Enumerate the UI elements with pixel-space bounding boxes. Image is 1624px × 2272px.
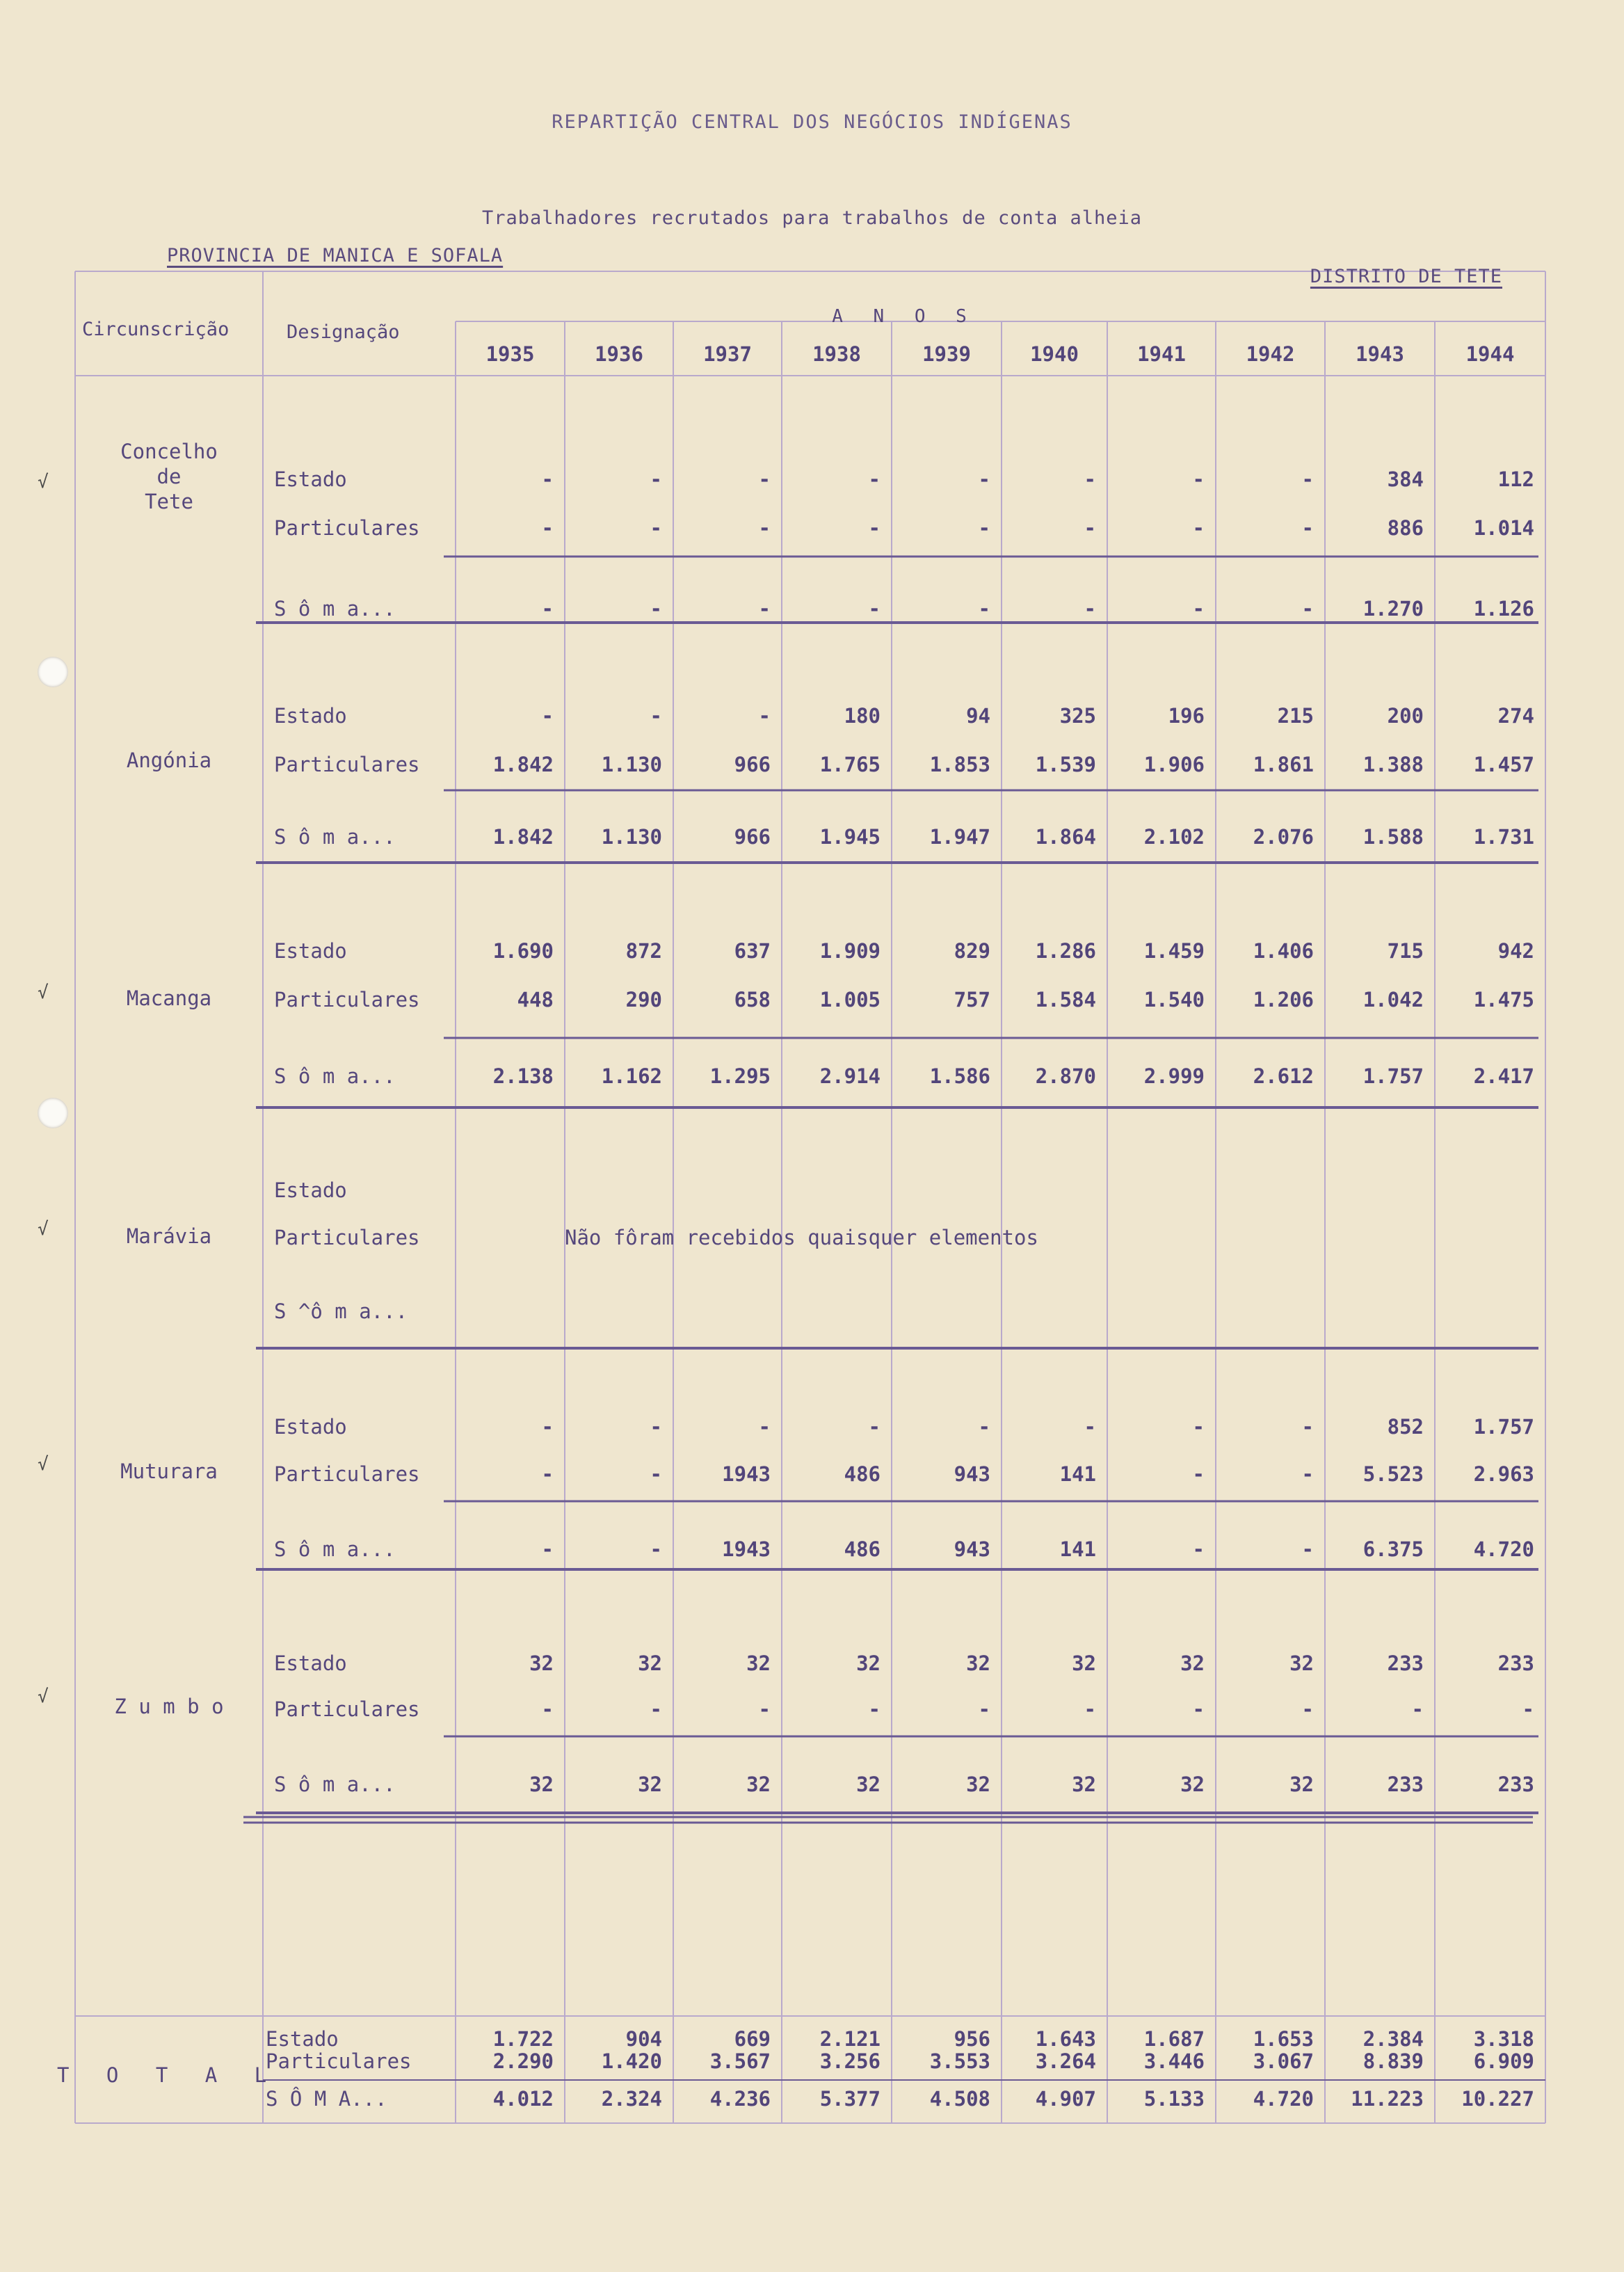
no-data-note: Não fôram recebidos quaisquer elementos — [565, 1226, 1038, 1249]
cell-particulares-1936: - — [650, 1697, 662, 1721]
district-heading: DISTRITO DE TETE — [1310, 266, 1502, 287]
years-group-label: A N O S — [832, 306, 976, 327]
year-header-1939: 1939 — [922, 342, 971, 366]
row-label-estado: Estado — [274, 939, 347, 963]
cell-estado-1943: 233 — [1387, 1651, 1424, 1675]
cell-particulares-1938: 1.765 — [819, 753, 881, 776]
total-estado-1940: 1.643 — [1035, 2027, 1096, 2051]
margin-check-mark: √ — [38, 1219, 49, 1240]
cell-estado-1935: 1.690 — [492, 939, 554, 963]
margin-check-mark: √ — [38, 1454, 49, 1475]
cell-particulares-1941: 1.540 — [1143, 988, 1205, 1011]
cell-particulares-1938: - — [868, 516, 881, 540]
cell-estado-1936: - — [650, 467, 662, 491]
year-header-1942: 1942 — [1246, 342, 1295, 366]
cell-estado-1941: 196 — [1168, 704, 1205, 728]
cell-particulares-1938: - — [868, 1697, 881, 1721]
cell-particulares-1942: - — [1301, 1697, 1314, 1721]
cell-estado-1939: - — [978, 467, 990, 491]
row-label-soma: S ^ô m a... — [274, 1299, 408, 1323]
cell-estado-1937: - — [758, 467, 771, 491]
cell-estado-1939: 829 — [954, 939, 990, 963]
cell-soma-1935: - — [541, 1537, 554, 1561]
row-label-soma: S ô m a... — [274, 825, 396, 849]
cell-estado-1944: 942 — [1497, 939, 1534, 963]
cell-estado-1938: 180 — [844, 704, 881, 728]
row-label-estado: Estado — [274, 467, 347, 491]
cell-particulares-1936: 1.130 — [601, 753, 662, 776]
cell-particulares-1937: 966 — [734, 753, 771, 776]
cell-soma-1936: 32 — [638, 1773, 662, 1796]
cell-soma-1939: 1.947 — [929, 825, 990, 849]
total-label: T O T A L — [57, 2063, 280, 2087]
row-label-particulares: Particulares — [274, 1697, 420, 1721]
cell-particulares-1940: - — [1084, 516, 1096, 540]
cell-estado-1944: 112 — [1497, 467, 1534, 491]
cell-particulares-1944: - — [1522, 1697, 1534, 1721]
circunscricao-name: Macanga — [126, 986, 212, 1010]
cell-particulares-1942: 1.861 — [1253, 753, 1314, 776]
total-soma-1937: 4.236 — [709, 2087, 771, 2111]
total-soma-1944: 10.227 — [1461, 2087, 1534, 2111]
cell-estado-1937: 32 — [746, 1651, 771, 1675]
cell-particulares-1940: 1.539 — [1035, 753, 1096, 776]
cell-particulares-1943: 5.523 — [1362, 1462, 1424, 1486]
row-label-particulares: Particulares — [274, 516, 420, 540]
cell-particulares-1939: 943 — [954, 1462, 990, 1486]
cell-estado-1940: 32 — [1072, 1651, 1096, 1675]
cell-estado-1943: 384 — [1387, 467, 1424, 491]
year-header-1938: 1938 — [812, 342, 861, 366]
total-particulares-1936: 1.420 — [601, 2049, 662, 2073]
cell-soma-1942: 2.612 — [1253, 1064, 1314, 1088]
total-soma-1940: 4.907 — [1035, 2087, 1096, 2111]
column-header-designacao: Designação — [287, 321, 400, 343]
cell-soma-1938: - — [868, 597, 881, 621]
cell-soma-1943: 1.588 — [1362, 825, 1424, 849]
cell-soma-1935: 2.138 — [492, 1064, 554, 1088]
cell-particulares-1941: - — [1192, 1462, 1205, 1486]
row-label-particulares: Particulares — [274, 1462, 420, 1486]
total-estado-1937: 669 — [734, 2027, 771, 2051]
cell-soma-1943: 1.270 — [1362, 597, 1424, 621]
total-soma-1935: 4.012 — [492, 2087, 554, 2111]
total-particulares-1937: 3.567 — [709, 2049, 771, 2073]
cell-soma-1944: 2.417 — [1473, 1064, 1534, 1088]
cell-estado-1943: 200 — [1387, 704, 1424, 728]
total-estado-1936: 904 — [625, 2027, 662, 2051]
circunscricao-name: Muturara — [120, 1459, 218, 1483]
report-subtitle: Trabalhadores recrutados para trabalhos de conta alheia — [481, 207, 1143, 229]
total-particulares-1939: 3.553 — [929, 2049, 990, 2073]
cell-estado-1940: 1.286 — [1035, 939, 1096, 963]
total-estado-1943: 2.384 — [1362, 2027, 1424, 2051]
circunscricao-name: Z u m b o — [114, 1695, 224, 1718]
cell-soma-1938: 32 — [856, 1773, 881, 1796]
cell-estado-1943: 715 — [1387, 939, 1424, 963]
cell-particulares-1937: - — [758, 516, 771, 540]
circunscricao-name: Concelho — [120, 440, 218, 463]
cell-estado-1944: 274 — [1497, 704, 1534, 728]
cell-estado-1936: 872 — [625, 939, 662, 963]
column-header-circunscricao: Circunscrição — [82, 319, 230, 340]
cell-soma-1942: 2.076 — [1253, 825, 1314, 849]
margin-check-mark: √ — [38, 472, 49, 493]
row-label-soma: S ô m a... — [274, 1064, 396, 1088]
cell-particulares-1942: 1.206 — [1253, 988, 1314, 1011]
row-label-estado: Estado — [274, 1651, 347, 1675]
total-estado-1935: 1.722 — [492, 2027, 554, 2051]
total-soma-1938: 5.377 — [819, 2087, 881, 2111]
cell-particulares-1937: 658 — [734, 988, 771, 1011]
year-header-1941: 1941 — [1137, 342, 1186, 366]
row-label-estado: Estado — [266, 2027, 339, 2051]
cell-soma-1943: 1.757 — [1362, 1064, 1424, 1088]
row-label-particulares: Particulares — [266, 2049, 412, 2073]
year-header-1937: 1937 — [703, 342, 752, 366]
cell-estado-1939: 94 — [966, 704, 990, 728]
total-estado-1939: 956 — [954, 2027, 990, 2051]
year-header-1936: 1936 — [595, 342, 643, 366]
cell-particulares-1940: 1.584 — [1035, 988, 1096, 1011]
cell-estado-1941: - — [1192, 1415, 1205, 1439]
cell-estado-1942: 215 — [1277, 704, 1314, 728]
cell-soma-1944: 4.720 — [1473, 1537, 1534, 1561]
cell-particulares-1940: - — [1084, 1697, 1096, 1721]
cell-particulares-1944: 1.475 — [1473, 988, 1534, 1011]
punch-hole — [38, 657, 68, 687]
year-header-1943: 1943 — [1356, 342, 1404, 366]
cell-estado-1938: 1.909 — [819, 939, 881, 963]
office-heading: REPARTIÇÃO CENTRAL DOS NEGÓCIOS INDÍGENAS — [552, 111, 1072, 133]
cell-soma-1942: - — [1301, 1537, 1314, 1561]
margin-check-mark: √ — [38, 1686, 49, 1707]
row-label-particulares: Particulares — [274, 988, 420, 1011]
circunscricao-name: de — [156, 465, 182, 488]
cell-estado-1937: - — [758, 1415, 771, 1439]
cell-estado-1938: - — [868, 1415, 881, 1439]
cell-soma-1936: 1.162 — [601, 1064, 662, 1088]
cell-soma-1938: 2.914 — [819, 1064, 881, 1088]
cell-estado-1943: 852 — [1387, 1415, 1424, 1439]
total-estado-1938: 2.121 — [819, 2027, 881, 2051]
cell-particulares-1935: 1.842 — [492, 753, 554, 776]
cell-particulares-1944: 2.963 — [1473, 1462, 1534, 1486]
cell-soma-1941: 2.999 — [1143, 1064, 1205, 1088]
cell-estado-1941: 1.459 — [1143, 939, 1205, 963]
cell-soma-1941: - — [1192, 597, 1205, 621]
cell-soma-1944: 1.731 — [1473, 825, 1534, 849]
cell-particulares-1937: 1943 — [722, 1462, 771, 1486]
total-particulares-1940: 3.264 — [1035, 2049, 1096, 2073]
cell-estado-1935: - — [541, 1415, 554, 1439]
cell-soma-1935: - — [541, 597, 554, 621]
cell-particulares-1940: 141 — [1059, 1462, 1096, 1486]
cell-estado-1939: 32 — [966, 1651, 990, 1675]
cell-soma-1944: 1.126 — [1473, 597, 1534, 621]
cell-estado-1939: - — [978, 1415, 990, 1439]
cell-estado-1944: 233 — [1497, 1651, 1534, 1675]
cell-particulares-1935: - — [541, 516, 554, 540]
row-label-particulares: Particulares — [274, 1226, 420, 1249]
cell-particulares-1944: 1.457 — [1473, 753, 1534, 776]
cell-particulares-1936: - — [650, 1462, 662, 1486]
row-label-particulares: Particulares — [274, 753, 420, 776]
cell-soma-1936: 1.130 — [601, 825, 662, 849]
cell-particulares-1935: 448 — [517, 988, 554, 1011]
cell-soma-1936: - — [650, 1537, 662, 1561]
year-header-1944: 1944 — [1465, 342, 1515, 366]
total-soma-1939: 4.508 — [929, 2087, 990, 2111]
cell-soma-1939: 943 — [954, 1537, 990, 1561]
cell-soma-1939: 1.586 — [929, 1064, 990, 1088]
cell-estado-1936: - — [650, 704, 662, 728]
cell-soma-1939: - — [978, 597, 990, 621]
total-estado-1941: 1.687 — [1143, 2027, 1205, 2051]
cell-soma-1935: 32 — [529, 1773, 554, 1796]
cell-soma-1940: 141 — [1059, 1537, 1096, 1561]
cell-particulares-1935: - — [541, 1462, 554, 1486]
cell-particulares-1936: 290 — [625, 988, 662, 1011]
circunscricao-name: Marávia — [126, 1224, 212, 1248]
cell-soma-1940: 1.864 — [1035, 825, 1096, 849]
cell-estado-1940: 325 — [1059, 704, 1096, 728]
row-label-soma: S Ô M A... — [266, 2087, 387, 2111]
cell-soma-1937: 32 — [746, 1773, 771, 1796]
total-particulares-1941: 3.446 — [1143, 2049, 1205, 2073]
cell-estado-1936: 32 — [638, 1651, 662, 1675]
cell-particulares-1943: 1.388 — [1362, 753, 1424, 776]
total-particulares-1942: 3.067 — [1253, 2049, 1314, 2073]
cell-particulares-1943: 1.042 — [1362, 988, 1424, 1011]
cell-estado-1938: - — [868, 467, 881, 491]
cell-soma-1939: 32 — [966, 1773, 990, 1796]
row-label-estado: Estado — [274, 1415, 347, 1439]
cell-particulares-1943: - — [1411, 1697, 1424, 1721]
cell-soma-1941: 32 — [1180, 1773, 1205, 1796]
cell-soma-1943: 6.375 — [1362, 1537, 1424, 1561]
cell-particulares-1939: 757 — [954, 988, 990, 1011]
cell-particulares-1944: 1.014 — [1473, 516, 1534, 540]
cell-particulares-1942: - — [1301, 1462, 1314, 1486]
cell-particulares-1936: - — [650, 516, 662, 540]
row-label-soma: S ô m a... — [274, 597, 396, 621]
cell-particulares-1939: - — [978, 516, 990, 540]
cell-soma-1937: - — [758, 597, 771, 621]
cell-particulares-1941: - — [1192, 516, 1205, 540]
cell-soma-1940: 32 — [1072, 1773, 1096, 1796]
cell-estado-1935: - — [541, 704, 554, 728]
cell-particulares-1938: 1.005 — [819, 988, 881, 1011]
cell-particulares-1941: 1.906 — [1143, 753, 1205, 776]
cell-particulares-1939: 1.853 — [929, 753, 990, 776]
cell-soma-1942: 32 — [1289, 1773, 1314, 1796]
total-soma-1941: 5.133 — [1143, 2087, 1205, 2111]
cell-soma-1937: 1943 — [722, 1537, 771, 1561]
total-estado-1944: 3.318 — [1473, 2027, 1534, 2051]
circunscricao-name: Tete — [145, 490, 193, 513]
cell-soma-1937: 1.295 — [709, 1064, 771, 1088]
cell-estado-1937: 637 — [734, 939, 771, 963]
cell-soma-1943: 233 — [1387, 1773, 1424, 1796]
row-label-soma: S ô m a... — [274, 1537, 396, 1561]
cell-estado-1936: - — [650, 1415, 662, 1439]
margin-check-mark: √ — [38, 982, 49, 1003]
total-particulares-1938: 3.256 — [819, 2049, 881, 2073]
cell-particulares-1943: 886 — [1387, 516, 1424, 540]
row-label-estado: Estado — [274, 704, 347, 728]
cell-soma-1941: - — [1192, 1537, 1205, 1561]
cell-estado-1941: - — [1192, 467, 1205, 491]
cell-soma-1942: - — [1301, 597, 1314, 621]
cell-soma-1935: 1.842 — [492, 825, 554, 849]
total-particulares-1943: 8.839 — [1362, 2049, 1424, 2073]
cell-soma-1937: 966 — [734, 825, 771, 849]
cell-soma-1944: 233 — [1497, 1773, 1534, 1796]
row-label-estado: Estado — [274, 1178, 347, 1202]
year-header-1935: 1935 — [485, 342, 535, 366]
cell-particulares-1937: - — [758, 1697, 771, 1721]
cell-estado-1944: 1.757 — [1473, 1415, 1534, 1439]
cell-particulares-1942: - — [1301, 516, 1314, 540]
cell-estado-1937: - — [758, 704, 771, 728]
cell-soma-1940: - — [1084, 597, 1096, 621]
cell-soma-1938: 1.945 — [819, 825, 881, 849]
province-heading: PROVINCIA DE MANICA E SOFALA — [167, 245, 504, 266]
cell-particulares-1941: - — [1192, 1697, 1205, 1721]
cell-particulares-1935: - — [541, 1697, 554, 1721]
cell-estado-1938: 32 — [856, 1651, 881, 1675]
cell-estado-1942: - — [1301, 1415, 1314, 1439]
cell-particulares-1939: - — [978, 1697, 990, 1721]
cell-estado-1942: - — [1301, 467, 1314, 491]
total-particulares-1935: 2.290 — [492, 2049, 554, 2073]
total-estado-1942: 1.653 — [1253, 2027, 1314, 2051]
year-header-1940: 1940 — [1030, 342, 1079, 366]
total-soma-1943: 11.223 — [1351, 2087, 1424, 2111]
cell-estado-1940: - — [1084, 1415, 1096, 1439]
circunscricao-name: Angónia — [126, 749, 212, 772]
cell-estado-1942: 1.406 — [1253, 939, 1314, 963]
cell-estado-1940: - — [1084, 467, 1096, 491]
row-label-soma: S ô m a... — [274, 1773, 396, 1796]
cell-soma-1938: 486 — [844, 1537, 881, 1561]
cell-estado-1935: 32 — [529, 1651, 554, 1675]
total-particulares-1944: 6.909 — [1473, 2049, 1534, 2073]
punch-hole — [38, 1098, 68, 1128]
cell-estado-1942: 32 — [1289, 1651, 1314, 1675]
total-soma-1942: 4.720 — [1253, 2087, 1314, 2111]
cell-soma-1936: - — [650, 597, 662, 621]
cell-particulares-1938: 486 — [844, 1462, 881, 1486]
cell-estado-1941: 32 — [1180, 1651, 1205, 1675]
total-soma-1936: 2.324 — [601, 2087, 662, 2111]
cell-soma-1941: 2.102 — [1143, 825, 1205, 849]
cell-soma-1940: 2.870 — [1035, 1064, 1096, 1088]
cell-estado-1935: - — [541, 467, 554, 491]
